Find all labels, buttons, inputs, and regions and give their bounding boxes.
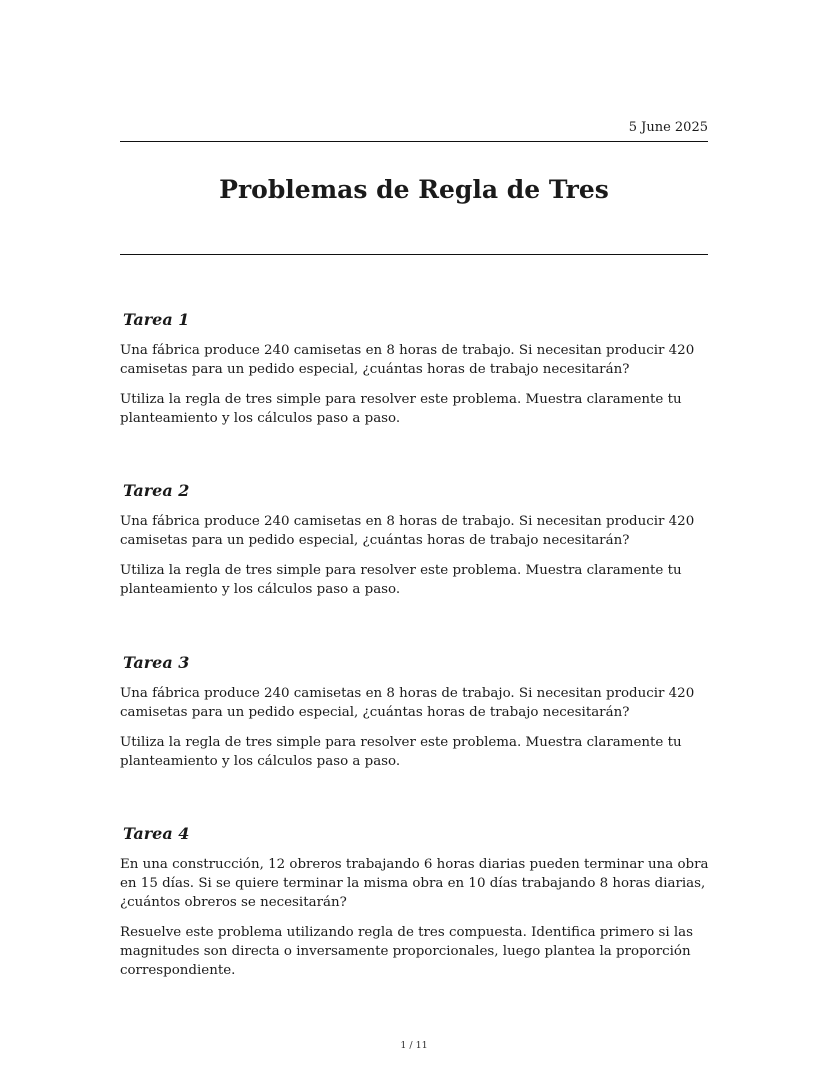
task-instruction-text: Utiliza la regla de tres simple para resolver este problema. Muestra claramente tu planteamiento y los cálculos paso a paso. <box>120 563 682 597</box>
task-problem-text: Una fábrica produce 240 camisetas en 8 horas de trabajo. Si necesitan producir 420 camisetas para un pedido especial, ¿cuántas horas de trabajo necesitarán? <box>120 686 695 720</box>
task-instruction-text: Utiliza la regla de tres simple para resolver este problema. Muestra claramente tu planteamiento y los cálculos paso a paso. <box>120 735 682 769</box>
title-divider <box>120 254 708 255</box>
task-problem-text: Una fábrica produce 240 camisetas en 8 horas de trabajo. Si necesitan producir 420 camisetas para un pedido especial, ¿cuántas horas de trabajo necesitarán? <box>120 343 695 377</box>
task-instruction-text: Utiliza la regla de tres simple para resolver este problema. Muestra claramente tu planteamiento y los cálculos paso a paso. <box>120 392 682 426</box>
document-title: Problemas de Regla de Tres <box>219 175 609 204</box>
task-instruction-text: Resuelve este problema utilizando regla de tres compuesta. Identifica primero si las magnitudes son directa o inversamente proporcionales, luego plantea la proporción correspondiente. <box>120 925 693 978</box>
task-problem-text: Una fábrica produce 240 camisetas en 8 horas de trabajo. Si necesitan producir 420 camisetas para un pedido especial, ¿cuántas horas de trabajo necesitarán? <box>120 514 695 548</box>
task-section-4 <box>120 823 710 991</box>
task-section-3 <box>120 652 710 782</box>
task-section-2 <box>120 480 710 610</box>
task-heading: Tarea 1 <box>123 310 190 329</box>
task-section-1 <box>120 309 710 439</box>
task-heading: Tarea 3 <box>123 653 190 672</box>
page-number: 1 / 11 <box>400 1040 428 1051</box>
task-problem-text: En una construcción, 12 obreros trabajando 6 horas diarias pueden terminar una obra en 15 días. Si se quiere terminar la misma obra en 10 días trabajando 8 horas diarias, ¿cuántos obreros se necesitarán? <box>120 857 709 910</box>
header-divider <box>120 141 708 142</box>
task-heading: Tarea 2 <box>123 481 190 500</box>
task-heading: Tarea 4 <box>123 824 190 843</box>
document-date: 5 June 2025 <box>628 120 708 135</box>
